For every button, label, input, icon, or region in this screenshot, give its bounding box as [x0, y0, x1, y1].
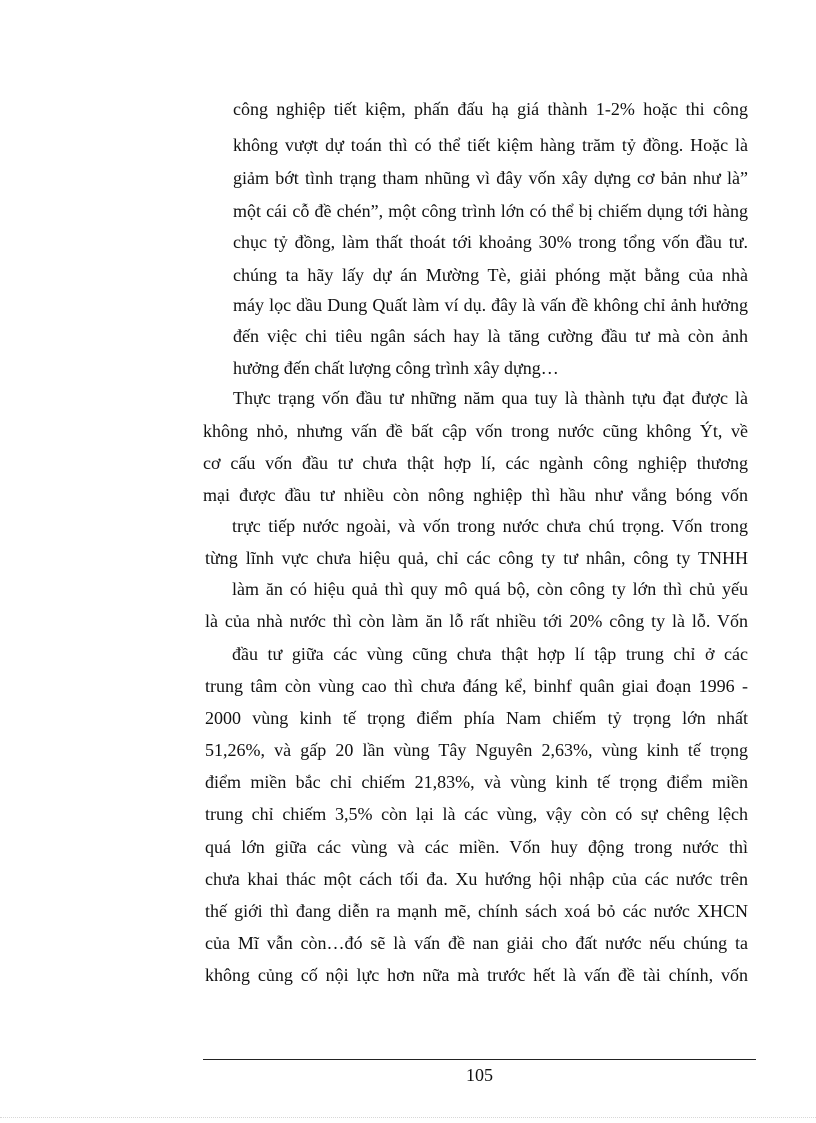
body-line: không củng cố nội lực hơn nữa mà trước hết là vấn đề tài chính, vốn — [205, 965, 748, 985]
page-bottom-border — [0, 1117, 816, 1118]
body-line: là của nhà nước thì còn làm ăn lỗ rất nhiều tới 20% công ty là lỗ. Vốn — [205, 611, 748, 631]
body-line: điểm miền bắc chỉ chiếm 21,83%, và vùng kinh tế trọng điểm miền — [205, 772, 748, 792]
body-line: chúng ta hãy lấy dự án Mường Tè, giải phóng mặt bằng của nhà — [233, 265, 748, 285]
body-line: chưa khai thác một cách tối đa. Xu hướng hội nhập của các nước trên — [205, 869, 748, 889]
body-line: trung chỉ chiếm 3,5% còn lại là các vùng, vậy còn có sự chêng lệch — [205, 804, 748, 824]
body-line: từng lĩnh vực chưa hiệu quả, chỉ các công ty tư nhân, công ty TNHH — [205, 548, 748, 568]
body-line: thế giới thì đang diễn ra mạnh mẽ, chính sách xoá bỏ các nước XHCN — [205, 901, 748, 921]
body-line: một cái cỗ đề chén”, một công trình lớn có thể bị chiếm dụng tới hàng — [233, 201, 748, 221]
footer-rule — [203, 1059, 756, 1060]
body-line: chục tỷ đồng, làm thất thoát tới khoảng 30% trong tổng vốn đầu tư. — [233, 232, 748, 252]
body-line: 51,26%, và gấp 20 lần vùng Tây Nguyên 2,63%, vùng kinh tế trọng — [205, 740, 748, 760]
body-line: trung tâm còn vùng cao thì chưa đáng kể, binhf quân giai đoạn 1996 - — [205, 676, 748, 696]
body-line: mại được đầu tư nhiều còn nông nghiệp thì hầu như vắng bóng vốn — [203, 485, 748, 505]
body-line: công nghiệp tiết kiệm, phấn đấu hạ giá thành 1-2% hoặc thi công — [233, 99, 748, 119]
body-line: của Mĩ vẫn còn…đó sẽ là vấn đề nan giải cho đất nước nếu chúng ta — [205, 933, 748, 953]
body-line: 2000 vùng kinh tế trọng điểm phía Nam chiếm tỷ trọng lớn nhất — [205, 708, 748, 728]
body-line: Thực trạng vốn đầu tư những năm qua tuy là thành tựu đạt được là — [233, 388, 748, 408]
body-line: không nhỏ, nhưng vấn đề bất cập vốn trong nước cũng không Ýt, về — [203, 421, 748, 441]
page-number: 105 — [466, 1065, 493, 1085]
body-line: máy lọc dầu Dung Quất làm ví dụ. đây là vấn đề không chỉ ảnh hưởng — [233, 295, 748, 315]
body-line: giảm bớt tình trạng tham nhũng vì đây vốn xây dựng cơ bản như là” — [233, 168, 748, 188]
body-line: đến việc chi tiêu ngân sách hay là tăng cường đầu tư mà còn ảnh — [233, 326, 748, 346]
body-line: làm ăn có hiệu quả thì quy mô quá bộ, còn công ty lớn thì chủ yếu — [232, 579, 748, 599]
body-line: đầu tư giữa các vùng cũng chưa thật hợp lí tập trung chỉ ở các — [232, 644, 748, 664]
body-line: quá lớn giữa các vùng và các miền. Vốn huy động trong nước thì — [205, 837, 748, 857]
body-line: hưởng đến chất lượng công trình xây dựng… — [233, 358, 559, 378]
body-line: không vượt dự toán thì có thể tiết kiệm hàng trăm tỷ đồng. Hoặc là — [233, 135, 748, 155]
body-line: trực tiếp nước ngoài, và vốn trong nước chưa chú trọng. Vốn trong — [232, 516, 748, 536]
body-line: cơ cấu vốn đầu tư chưa thật hợp lí, các ngành công nghiệp thương — [203, 453, 748, 473]
